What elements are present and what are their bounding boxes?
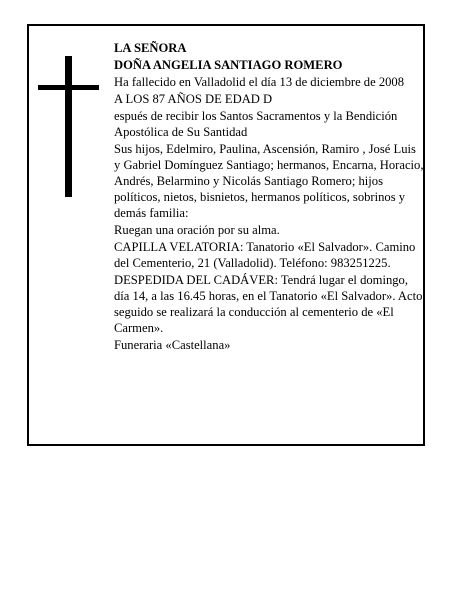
deceased-name: DOÑA ANGELIA SANTIAGO ROMERO <box>114 58 343 72</box>
notice-title: LA SEÑORA <box>114 41 187 55</box>
cross-vertical-bar <box>65 56 72 197</box>
cross-horizontal-bar <box>38 85 99 90</box>
age-line: A LOS 87 AÑOS DE EDAD D <box>114 92 273 106</box>
death-announcement: Ha fallecido en Valladolid el día 13 de diciembre de 2008 <box>114 75 405 89</box>
farewell-info: DESPEDIDA DEL CADÁVER: Tendrá lugar el domingo, día 14, a las 16.45 horas, en el Tanatorio «El Salvador». Acto seguido se realizará la conducción al cementerio de «El Carmen». <box>114 273 423 335</box>
chapel-info: CAPILLA VELATORIA: Tanatorio «El Salvador». Camino del Cementerio, 21 (Valladolid). Teléfono: 983251225. <box>114 240 416 270</box>
family-list: Sus hijos, Edelmiro, Paulina, Ascensión, Ramiro , José Luis y Gabriel Domínguez Santiago; hermanos, Encarna, Horacio, Andrés, Belarmino y Nicolás Santiago Romero; hijos políticos, nietos, bisnietos, hermanos políticos, sobrinos y demás familia: <box>114 142 424 220</box>
prayer-request: Ruegan una oración por su alma. <box>114 223 280 237</box>
notice-text <box>114 40 424 354</box>
funeral-home: Funeraria «Castellana» <box>114 338 231 352</box>
sacraments-line: espués de recibir los Santos Sacramentos y la Bendición Apostólica de Su Santidad <box>114 109 398 139</box>
